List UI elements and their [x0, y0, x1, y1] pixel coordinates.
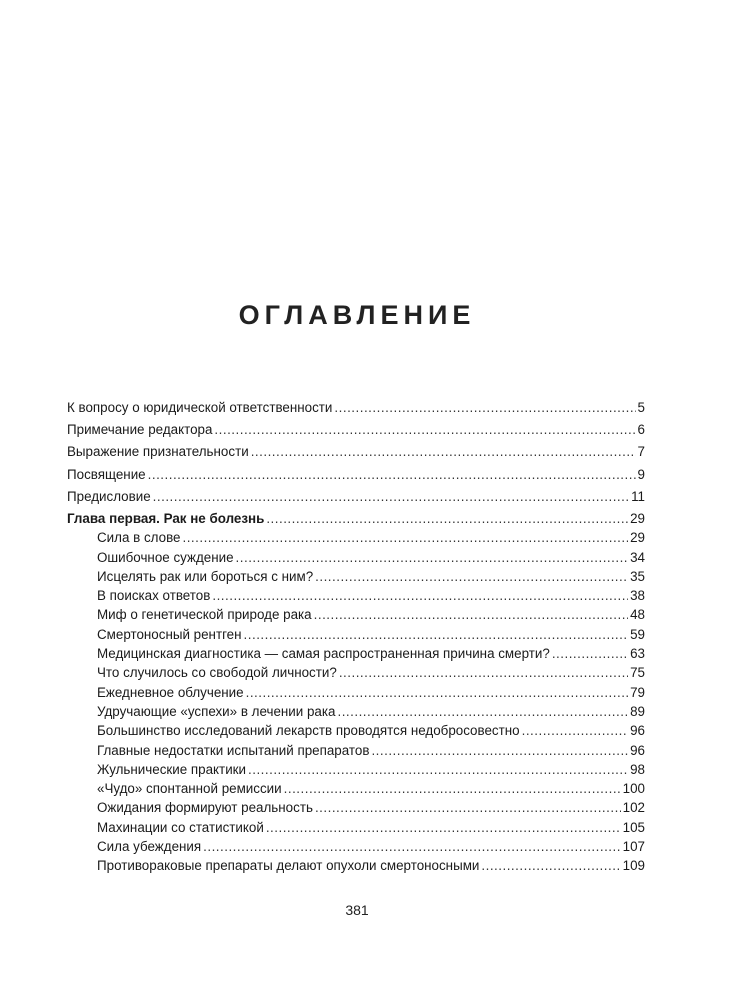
toc-section-title: Сила в слове: [97, 530, 181, 546]
toc-section-entry: [67, 645, 645, 663]
toc-section-page: 105: [622, 819, 645, 835]
toc-section-title: Ошибочное суждение: [97, 549, 234, 565]
toc-section-title: Смертоносный рентген: [97, 626, 242, 642]
toc-entry: [67, 443, 645, 461]
leader-dots: [246, 684, 629, 702]
toc-chapter-entry: [67, 510, 645, 528]
leader-dots: [314, 606, 628, 624]
toc-section-title: Большинство исследований лекарств проводятся недобросовестно: [97, 723, 520, 739]
leader-dots: [214, 421, 635, 439]
toc-section-entry: [67, 664, 645, 682]
leader-dots: [148, 466, 636, 484]
toc-section-entry: [67, 742, 645, 760]
toc-section-entry: [67, 780, 645, 798]
toc-section-page: 75: [630, 665, 645, 681]
toc-entry-page: 11: [631, 488, 645, 504]
toc-section-entry: [67, 587, 645, 605]
toc-section-entry: [67, 761, 645, 779]
toc-section-title: Сила убеждения: [97, 838, 202, 854]
toc-section-title: Удручающие «успехи» в лечении рака: [97, 703, 336, 719]
toc-section-title: Махинации со статистикой: [97, 819, 264, 835]
toc-section-entry: [67, 857, 645, 875]
leader-dots: [182, 529, 628, 547]
toc-entry-title: К вопросу о юридической ответственности: [67, 400, 333, 415]
toc-section-page: 98: [630, 761, 645, 777]
toc-entry-title: Выражение признательности: [67, 444, 249, 460]
toc-section-entry: [67, 703, 645, 721]
toc-section-title: Ожидания формируют реальность: [97, 800, 313, 816]
leader-dots: [248, 761, 628, 779]
toc-section-entry: [67, 819, 645, 837]
toc-section-title: Противораковые препараты делают опухоли смертоносными: [97, 858, 480, 874]
toc-section-title: Жульнические практики: [97, 761, 247, 777]
toc-section-title: Что случилось со свободой личности?: [97, 665, 337, 681]
toc-section-page: 109: [622, 858, 645, 874]
toc-section-title: Главные недостатки испытаний препаратов: [97, 742, 370, 758]
toc-entry: [67, 399, 645, 417]
toc-section-page: 48: [630, 607, 645, 623]
leader-dots: [339, 664, 628, 682]
toc-section-page: 38: [630, 588, 645, 604]
leader-dots: [481, 857, 620, 875]
toc-section-entry: [67, 549, 645, 567]
toc-section-page: 79: [630, 684, 645, 700]
toc-entry-title: Предисловие: [67, 488, 151, 504]
toc-entry-page: 9: [637, 466, 645, 482]
toc-section-entry: [67, 568, 645, 586]
toc-entry-title: Посвящение: [67, 466, 146, 482]
toc-section-entry: [67, 606, 645, 624]
toc-entry-title: Примечание редактора: [67, 422, 213, 438]
leader-dots: [251, 443, 636, 461]
leader-dots: [337, 703, 628, 721]
toc-section-page: 96: [630, 742, 645, 758]
toc-section-title: Медицинская диагностика — самая распространенная причина смерти?: [97, 646, 550, 662]
toc-section-title: В поисках ответов: [97, 588, 211, 604]
toc-chapter-title: Глава первая. Рак не болезнь: [67, 510, 265, 526]
leader-dots: [315, 568, 628, 586]
leader-dots: [315, 799, 621, 817]
toc-entry-page: 7: [637, 444, 645, 460]
leader-dots: [284, 780, 621, 798]
leader-dots: [266, 510, 628, 528]
toc-section-entry: [67, 626, 645, 644]
leader-dots: [522, 722, 629, 740]
page-title: ОГЛАВЛЕНИЕ: [238, 300, 476, 330]
toc-section-title: Исцелять рак или бороться с ним?: [97, 568, 314, 584]
page-number: 381: [345, 902, 369, 918]
toc-section-entry: [67, 684, 645, 702]
toc-section-page: 29: [630, 530, 645, 546]
leader-dots: [266, 819, 621, 837]
toc-section-title: Миф о генетической природе рака: [97, 607, 312, 623]
toc-entry: [67, 488, 645, 506]
toc-section-page: 100: [622, 781, 645, 797]
toc-section-entry: [67, 838, 645, 856]
toc-section-page: 35: [630, 568, 645, 584]
toc-section-page: 59: [630, 626, 645, 642]
toc-section-page: 63: [630, 646, 645, 662]
toc-section-page: 107: [622, 838, 645, 854]
leader-dots: [212, 587, 628, 605]
toc-section-entry: [67, 799, 645, 817]
toc-chapter-page: 29: [630, 510, 645, 526]
toc-entry-page: 6: [637, 422, 645, 438]
table-of-contents: [67, 399, 645, 877]
leader-dots: [552, 645, 628, 663]
leader-dots: [236, 549, 629, 567]
leader-dots: [203, 838, 621, 856]
toc-section-entry: [67, 529, 645, 547]
leader-dots: [244, 626, 629, 644]
toc-section-entry: [67, 722, 645, 740]
leader-dots: [153, 488, 629, 506]
toc-section-page: 96: [630, 723, 645, 739]
toc-section-page: 89: [630, 703, 645, 719]
leader-dots: [334, 399, 635, 417]
toc-section-title: Ежедневное облучение: [97, 684, 244, 700]
toc-section-page: 102: [622, 800, 645, 816]
toc-section-title: «Чудо» спонтанной ремиссии: [97, 781, 282, 797]
toc-entry: [67, 466, 645, 484]
toc-section-page: 34: [630, 549, 645, 565]
toc-entry: [67, 421, 645, 439]
toc-entry-page: 5: [637, 400, 645, 415]
leader-dots: [371, 742, 628, 760]
